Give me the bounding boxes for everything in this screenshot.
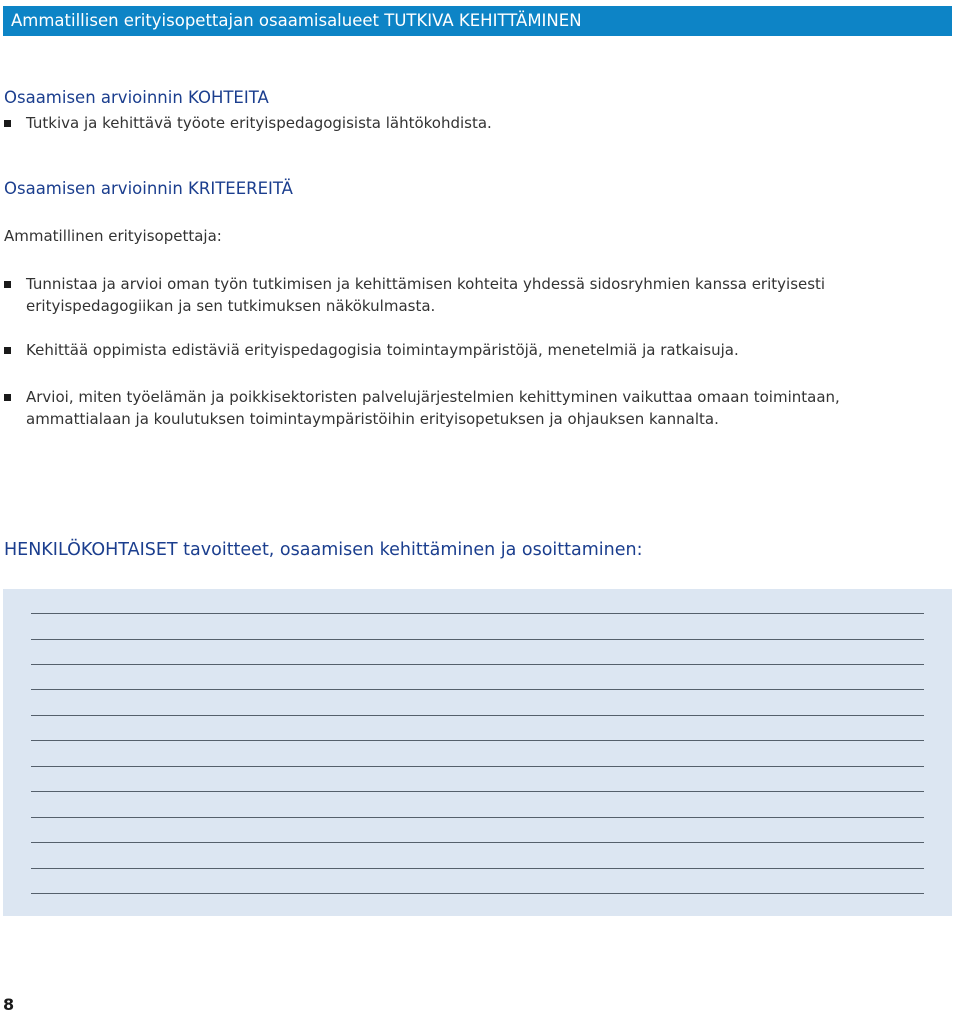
criteria-item	[4, 386, 904, 430]
write-line	[31, 613, 924, 614]
bullet-icon	[4, 394, 11, 401]
criteria-item-line: ammattialaan ja koulutuksen toimintaympäristöihin erityisopetuksen ja ohjauksen kannalta.	[26, 410, 719, 428]
bullet-icon	[4, 347, 11, 354]
bullet-icon	[4, 281, 11, 288]
criteria-heading: Osaamisen arvioinnin KRITEEREITÄ	[4, 179, 293, 198]
targets-item-text: Tutkiva ja kehittävä työote erityispedagogisista lähtökohdista.	[26, 114, 492, 132]
write-line	[31, 842, 924, 843]
header-title: Ammatillisen erityisopettajan osaamisalueet TUTKIVA KEHITTÄMINEN	[11, 11, 582, 30]
personal-goals-title: HENKILÖKOHTAISET tavoitteet, osaamisen kehittäminen ja osoittaminen:	[4, 540, 643, 560]
write-line	[31, 791, 924, 792]
bullet-icon	[4, 120, 11, 127]
write-line	[31, 664, 924, 665]
write-line	[31, 639, 924, 640]
targets-heading: Osaamisen arvioinnin KOHTEITA	[4, 88, 269, 107]
write-line	[31, 766, 924, 767]
write-line	[31, 817, 924, 818]
criteria-intro: Ammatillinen erityisopettaja:	[4, 227, 222, 245]
write-line	[31, 715, 924, 716]
write-line	[31, 868, 924, 869]
write-line	[31, 893, 924, 894]
criteria-item-line: Arvioi, miten työelämän ja poikkisektoristen palvelujärjestelmien kehittyminen vaikuttaa omaan toimintaan,	[26, 388, 840, 406]
writing-area[interactable]	[3, 589, 952, 916]
criteria-item	[4, 273, 904, 317]
page-number: 8	[3, 995, 15, 1014]
criteria-item-line: erityispedagogiikan ja sen tutkimuksen näkökulmasta.	[26, 297, 436, 315]
criteria-item-line: Tunnistaa ja arvioi oman työn tutkimisen ja kehittämisen kohteita yhdessä sidosryhmien kanssa erityisesti	[26, 275, 826, 293]
criteria-item-line: Kehittää oppimista edistäviä erityispedagogisia toimintaympäristöjä, menetelmiä ja ratkaisuja.	[26, 341, 739, 359]
page-header-bar	[3, 6, 952, 36]
write-line	[31, 740, 924, 741]
targets-item	[4, 112, 904, 134]
criteria-item	[4, 339, 904, 361]
write-line	[31, 689, 924, 690]
